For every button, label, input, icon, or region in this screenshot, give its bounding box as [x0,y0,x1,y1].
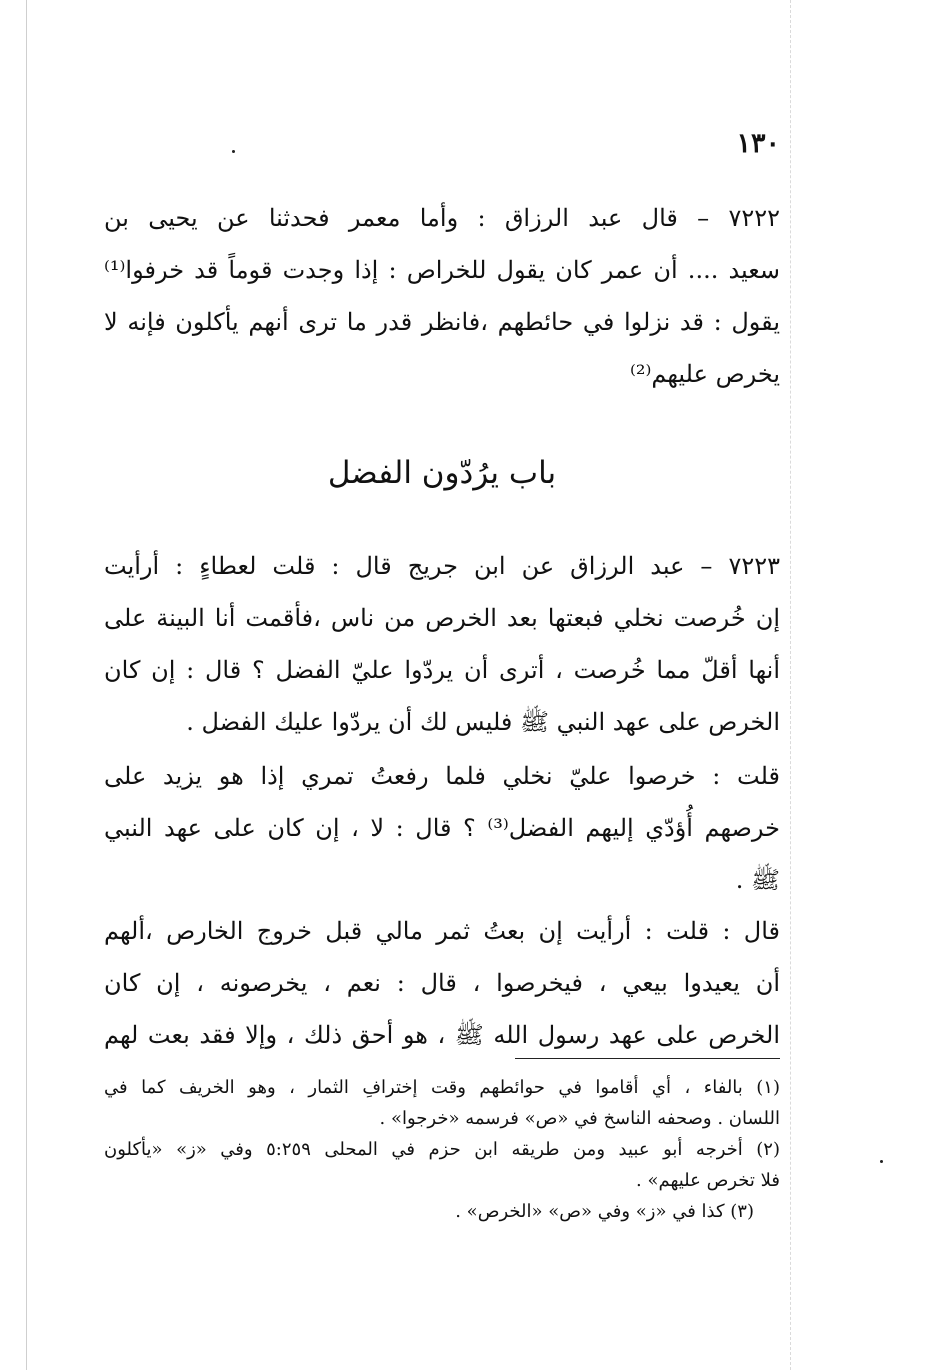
page-edge-right [790,0,791,1370]
text-line: خرصهم أُؤدّي إليهم الفضل⁽³⁾ ؟ قال : لا ، إن كان على عهد النبي [104,814,780,842]
footnotes [104,1072,780,1227]
ink-speck [232,150,235,153]
section-heading: باب يرُدّون الفضل [327,455,557,491]
text-line: ﷺ . [735,866,780,894]
footnote-line: فلا تخرص عليهم» . [636,1170,780,1191]
text-line: سعيد .... أن عمر كان يقول للخراص : إذا وجدت قوماً قد خرفوا⁽¹⁾ [104,256,780,284]
footnote-line: (٣) كذا في «ز» وفي «ص» «الخرص» . [455,1201,754,1222]
paragraph-qult [104,750,780,906]
text-line: يقول : قد نزلوا في حائطهم ،فانظر قدر ما ترى أنهم يأكلون فإنه لا [104,308,780,336]
text-line: إن خُرصت نخلي فبعتها بعد الخرص من ناس ،فأقمت أنا البينة على [104,604,780,632]
text-line: الخرص على عهد النبي ﷺ فليس لك أن يردّوا عليك الفضل . [186,708,780,736]
paragraph-qala [104,905,780,1061]
footnote-separator [515,1058,780,1059]
paragraph-7222 [104,192,780,400]
footnote-line: (١) بالفاء ، أي أقاموا في حوائطهم وقت إخترافِ الثمار ، وهو الخريف كما في [104,1077,780,1098]
page-number: ١٣٠ [736,128,780,159]
text-line: الخرص على عهد رسول الله ﷺ ، هو أحق ذلك ، وإلا فقد بعت لهم [104,1021,780,1049]
paragraph-7223 [104,540,780,748]
text-line: أن يعيدوا بيعي ، فيخرصوا ، قال : نعم ، يخرصونه ، إن كان [104,969,780,997]
text-line: ٧٢٢٣ – عبد الرزاق عن ابن جريج قال : قلت لعطاءٍ : أرأيت [104,552,780,580]
footnote-line: اللسان . وصحفه الناسخ في «ص» فرسمه «خرجوا» . [379,1108,780,1129]
footnote-line: (٢) أخرجه أبو عبيد ومن طريقه ابن حزم في المحلى ٥:٢٥٩ وفي «ز» «يأكلون [104,1139,780,1160]
page-edge-left [26,0,27,1370]
text-line: يخرص عليهم⁽²⁾ [629,360,780,388]
text-line: قلت : خرصوا عليّ نخلي فلما رفعتُ تمري إذا هو يزيد على [104,762,780,790]
ink-speck [880,1160,883,1163]
text-line: أنها أقلّ مما خُرصت ، أترى أن يردّوا عليّ الفضل ؟ قال : إن كان [104,656,780,684]
text-line: ٧٢٢٢ – قال عبد الرزاق : وأما معمر فحدثنا عن يحيى بن [104,204,780,232]
text-line: قال : قلت : أرأيت إن بعتُ ثمر مالي قبل خروج الخارص ،ألهم [104,917,780,945]
